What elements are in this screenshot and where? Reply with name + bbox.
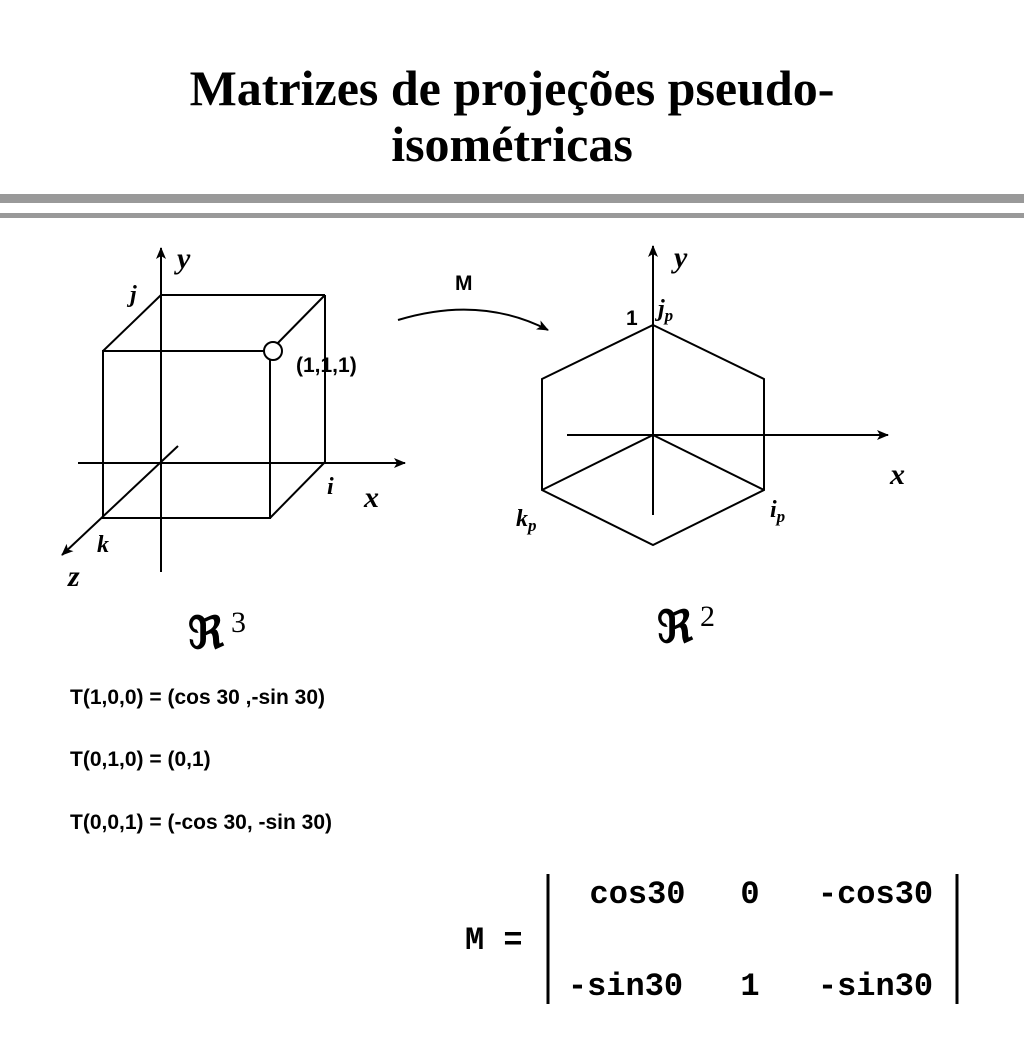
kp-base: k (516, 506, 528, 532)
matrix-label: M = (465, 922, 523, 959)
jp-base: j (658, 296, 665, 322)
k-label: k (97, 532, 109, 558)
x-label-3d: x (364, 481, 379, 514)
space-r3-exponent: 3 (231, 606, 246, 639)
ip-base: i (770, 497, 777, 523)
i-label: i (327, 474, 334, 500)
j-label: j (130, 282, 137, 308)
transform-label: M (455, 272, 473, 295)
matrix-cell-r1c3: -cos30 (817, 876, 934, 913)
unit-label: 1 (626, 307, 638, 330)
y-label-2d: y (674, 241, 688, 274)
matrix-cell-r2c2: 1 (740, 968, 760, 1005)
x-label-2d: x (890, 458, 905, 491)
ip-sub: p (776, 507, 786, 526)
matrix-cell-r2c3: -sin30 (817, 968, 934, 1005)
equation-1: T(1,0,0) = (cos 30 ,-sin 30) (70, 686, 326, 709)
space-r2-exponent: 2 (700, 600, 715, 633)
y-label-3d: y (177, 242, 191, 275)
equation-3: T(0,0,1) = (-cos 30, -sin 30) (70, 811, 333, 834)
title-line-2: isométricas (391, 116, 633, 172)
equation-2: T(0,1,0) = (0,1) (70, 748, 211, 771)
space-r2-symbol: ℜ (657, 602, 693, 653)
matrix-cell-r2c1: -sin30 (567, 968, 684, 1005)
kp-sub: p (528, 516, 537, 535)
matrix-cell-r1c2: 0 (740, 876, 760, 913)
point-label: (1,1,1) (296, 354, 357, 377)
jp-sub: p (664, 306, 674, 325)
matrix-cell-r1c1: cos30 (589, 876, 686, 913)
space-r3-symbol: ℜ (188, 608, 224, 659)
z-label-3d: z (68, 560, 80, 593)
title-line-1: Matrizes de projeções pseudo- (189, 60, 835, 116)
